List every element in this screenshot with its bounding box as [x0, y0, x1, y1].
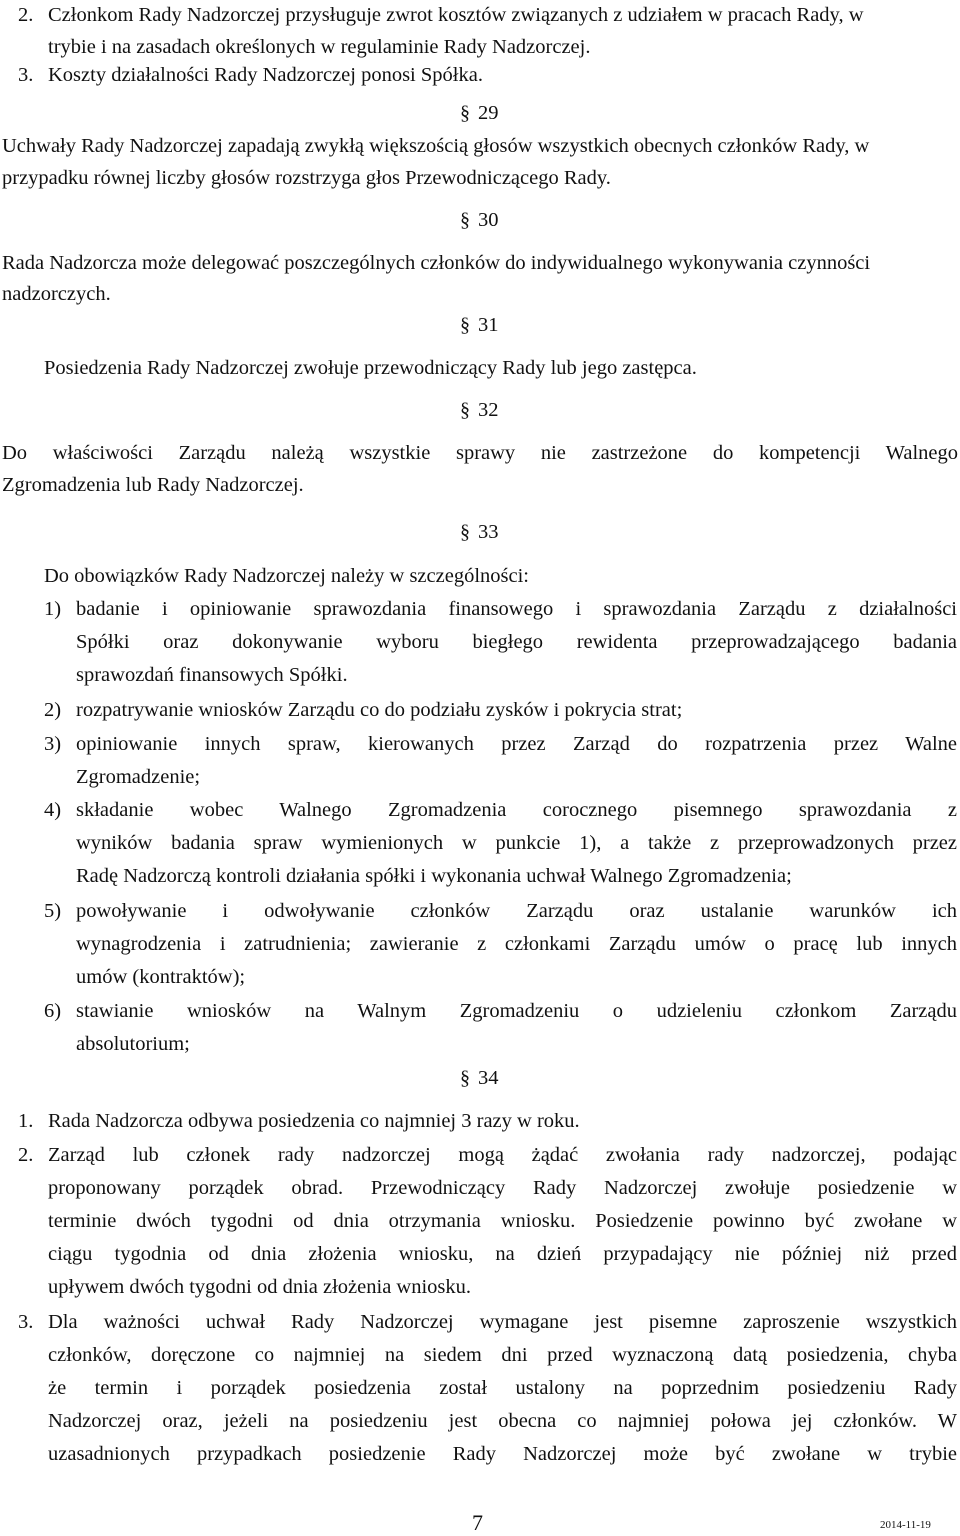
text-line: że termin i porządek posiedzenia został ustalony na poprzednim posiedzeniu Rady: [48, 1377, 957, 1399]
text-line: Rada Nadzorcza odbywa posiedzenia co najmniej 3 razy w roku.: [48, 1110, 580, 1132]
text-line: absolutorium;: [76, 1033, 190, 1055]
item-number: 4): [44, 799, 62, 821]
section-symbol: §: [460, 1067, 470, 1089]
section-heading: [460, 397, 499, 423]
section-intro: Do obowiązków Rady Nadzorczej należy w szczególności:: [44, 565, 529, 587]
section-number: 29: [478, 102, 499, 124]
section-heading: [460, 207, 499, 233]
section-number: 34: [478, 1067, 499, 1089]
text-line: Koszty działalności Rady Nadzorczej ponosi Spółka.: [48, 64, 483, 86]
list-number: 3.: [18, 64, 34, 86]
list-number: 2.: [18, 1144, 34, 1166]
text-line: opiniowanie innych spraw, kierowanych przez Zarząd do rozpatrzenia przez Walne: [76, 733, 957, 755]
text-line: umów (kontraktów);: [76, 966, 246, 988]
text-line: terminie dwóch tygodni od dnia otrzymania wniosku. Posiedzenie powinno być zwołane w: [48, 1210, 957, 1232]
text-line: Zgromadzenia lub Rady Nadzorczej.: [2, 474, 304, 496]
section-symbol: §: [460, 399, 470, 421]
text-line: ciągu tygodnia od dnia złożenia wniosku, na dzień przypadający nie później niż przed: [48, 1243, 957, 1265]
text-line: powoływanie i odwoływanie członków Zarządu oraz ustalanie warunków ich: [76, 900, 957, 922]
item-number: 1): [44, 598, 62, 620]
text-line: sprawozdań finansowych Spółki.: [76, 664, 348, 686]
text-line: Do właściwości Zarządu należą wszystkie sprawy nie zastrzeżone do kompetencji Walnego: [2, 442, 958, 464]
footer-date: 2014-11-19: [880, 1519, 931, 1531]
section-symbol: §: [460, 521, 470, 543]
section-symbol: §: [460, 314, 470, 336]
section-number: 32: [478, 399, 499, 421]
section-number: 33: [478, 521, 499, 543]
text-line: rozpatrywanie wniosków Zarządu co do podziału zysków i pokrycia strat;: [76, 699, 683, 721]
text-line: stawianie wniosków na Walnym Zgromadzeniu o udzieleniu członkom Zarządu: [76, 1000, 957, 1022]
text-line: badanie i opiniowanie sprawozdania finansowego i sprawozdania Zarządu z działalności: [76, 598, 957, 620]
section-heading: [460, 100, 499, 126]
text-line: Nadzorczej oraz, jeżeli na posiedzeniu jest obecna co najmniej połowa jej członków. W: [48, 1410, 957, 1432]
text-line: Zarząd lub członek rady nadzorczej mogą żądać zwołania rady nadzorczej, podając: [48, 1144, 957, 1166]
text-line: Członkom Rady Nadzorczej przysługuje zwrot kosztów związanych z udziałem w pracach Rady, w: [48, 4, 864, 26]
list-number: 3.: [18, 1311, 34, 1333]
text-line: uzasadnionych przypadkach posiedzenie Rady Nadzorczej może być zwołane w trybie: [48, 1443, 957, 1465]
section-heading: [460, 312, 499, 338]
text-line: Posiedzenia Rady Nadzorczej zwołuje przewodniczący Rady lub jego zastępca.: [44, 357, 697, 379]
text-line: Rada Nadzorcza może delegować poszczególnych członków do indywidualnego wykonywania czynności: [2, 252, 871, 274]
text-line: nadzorczych.: [2, 283, 111, 305]
section-symbol: §: [460, 102, 470, 124]
list-number: 2.: [18, 4, 34, 26]
item-number: 5): [44, 900, 62, 922]
text-line: Zgromadzenie;: [76, 766, 201, 788]
text-line: członków, doręczone co najmniej na siedem dni przed wyznaczoną datą posiedzenia, chyba: [48, 1344, 957, 1366]
text-line: przypadku równej liczby głosów rozstrzyga głos Przewodniczącego Rady.: [2, 167, 611, 189]
text-line: wynagrodzenia i zatrudnienia; zawieranie z członkami Zarządu umów o pracę lub innych: [76, 933, 957, 955]
text-line: proponowany porządek obrad. Przewodniczący Rady Nadzorczej zwołuje posiedzenie w: [48, 1177, 957, 1199]
text-line: trybie i na zasadach określonych w regulaminie Rady Nadzorczej.: [48, 36, 591, 58]
text-line: Dla ważności uchwał Rady Nadzorczej wymagane jest pisemne zaproszenie wszystkich: [48, 1311, 957, 1333]
text-line: Spółki oraz dokonywanie wyboru biegłego rewidenta przeprowadzającego badania: [76, 631, 957, 653]
list-number: 1.: [18, 1110, 34, 1132]
section-number: 30: [478, 209, 499, 231]
item-number: 3): [44, 733, 62, 755]
text-line: Radę Nadzorczą kontroli działania spółki i wykonania uchwał Walnego Zgromadzenia;: [76, 865, 792, 887]
text-line: Uchwały Rady Nadzorczej zapadają zwykłą większością głosów wszystkich obecnych członków Rady, w: [2, 135, 870, 157]
section-symbol: §: [460, 209, 470, 231]
item-number: 2): [44, 699, 62, 721]
text-line: upływem dwóch tygodni od dnia złożenia wniosku.: [48, 1276, 472, 1298]
section-heading: [460, 519, 499, 545]
page-number: 7: [472, 1510, 483, 1535]
text-line: wyników badania spraw wymienionych w punkcie 1), a także z przeprowadzonych przez: [76, 832, 957, 854]
section-number: 31: [478, 314, 499, 336]
item-number: 6): [44, 1000, 62, 1022]
text-line: składanie wobec Walnego Zgromadzenia corocznego pisemnego sprawozdania z: [76, 799, 957, 821]
section-heading: [460, 1065, 499, 1091]
